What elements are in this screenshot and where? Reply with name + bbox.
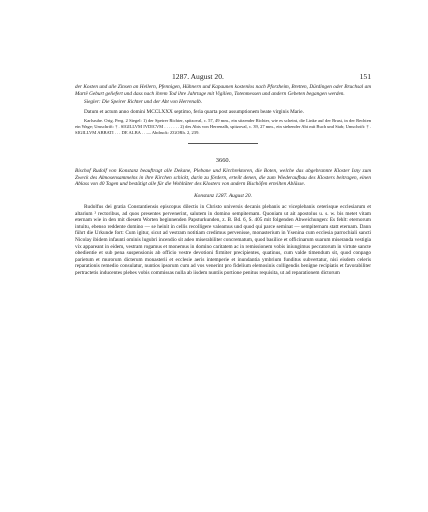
- document-dateline: Konstanz 1287. August 20.: [194, 192, 252, 199]
- continuation-text: der Kosten und alle Zinsen an Hellern, Pfennigen, Hühnern und Kapaunen kostenlos nach Pforzheim, Bretten, Dürdingen oder Bruchsal am Martë Geburt geliefert und dass nach ihrem Tod ihre Jahrtage mit Vigilien, Totenmessen und andern Gebeten begangen werden.: [75, 84, 371, 97]
- archive-note: Karlsruhe. Orig. Perg. 2 Siegel: 1) der Speirer Richter, spitzoval, c. 57, 49 mm., ein sitzender Richter, wie es scheint, die Linke auf der Brust, in der Rechten ein Wage; Umschrift: † . SIGILLVM IVDICVM . . . . . . . 2) des Abts von Herrenalb, spitzoval, c. 39, 27 mm., ein stehender Abt mit Buch und Stab; Umschrift: † . SIGILLVM ABBATI . . . DE ALBA . . — Abdruck: ZGORh. 2, 239.: [75, 118, 371, 135]
- running-header-title: 1287. August 20.: [172, 72, 224, 81]
- document-number: 3660.: [215, 157, 231, 165]
- document-text-paragraph: Rudolfus dei gratia Constantiensis episcopus dilectis in Christo universis decanis plebanis ac viceplebanis ceterisque ecclesiarum et altarium ² rectoribus, ad quos presentes pervenerint, salutem in domino sempiternam. Quoniam ut ait apostolus u. s. w. bis metet vitam eternam wie in den mit diesem Worten beginnenden Papsturkunden, z. B. Bd. 6, S. 405 mit folgenden Abweichungen: Es fehlt: eternorum intuitu, ebenso reddente domino — se heinit in cellis recolligere valeamus und quod qui parce seminat — sempiternam statt eternam. Dann führt die Urkunde fort: Cum igitur, sicut ad vestram notitiam credimus pervenisse, monasterium in Ysenina cum ecclesia parrochiali sancti Nicolay ibidem infaunti ominis lugubri incendio sit adeo miserabiliter concrematum, quod basilice et officinarum suarum miseranda vestigia vix appareant in eidem, vestram rogamus et monemus in domino caritatem ac in remissionem vobis iniungimus peccatorum in virtute sancte obedientie et sub pena suspensionis ab officio vestre devotioni firmiter precipientes, quatinus, cum valde timendum sit, quod conpago parietum et murorum dicterum monasterii et ecclesie aeris intemperie et inundantia ymbrium funditus subvertatur, nisi eisdem celeris reparationis remedio consulatur, nuntios ipsorum cum ad vos venerint pro fidelium elemosinis colligendis benigne recipiatis et favorabiliter pertractetis inducentes plebes vobis commissas nulla ab iisdem nuntiis portione penitus requisita, ut ad reparationem dictorum: [75, 203, 371, 276]
- document-summary: Bischof Rudolf von Konstanz beauftragt alle Dekane, Plebane und Kirchrektoren, die Boten, welche das abgebrannte Kloster Isny zum Zweck des Almosensammelns in ihre Kirchen schickt, darin zu fördern, erteilt denen, die zum Wiederaufbau des Klosters beitragen, einen Ablass von 40 Tagen und bestätigt alle für die Wohltäter des Klosters von andern Bischöfen erteilten Ablässe.: [75, 168, 371, 188]
- text-block: [75, 72, 371, 276]
- datum-line: Datum et actum anno domini MCCLXXX septimo, feria quarta post assumptionem beate virginis Marie.: [84, 108, 304, 115]
- page-number: 151: [359, 72, 371, 81]
- running-header: [75, 72, 371, 84]
- siegler-line: Siegler: Die Speirer Richter und der Abt von Herrenalb.: [84, 99, 203, 106]
- section-divider: [188, 143, 258, 144]
